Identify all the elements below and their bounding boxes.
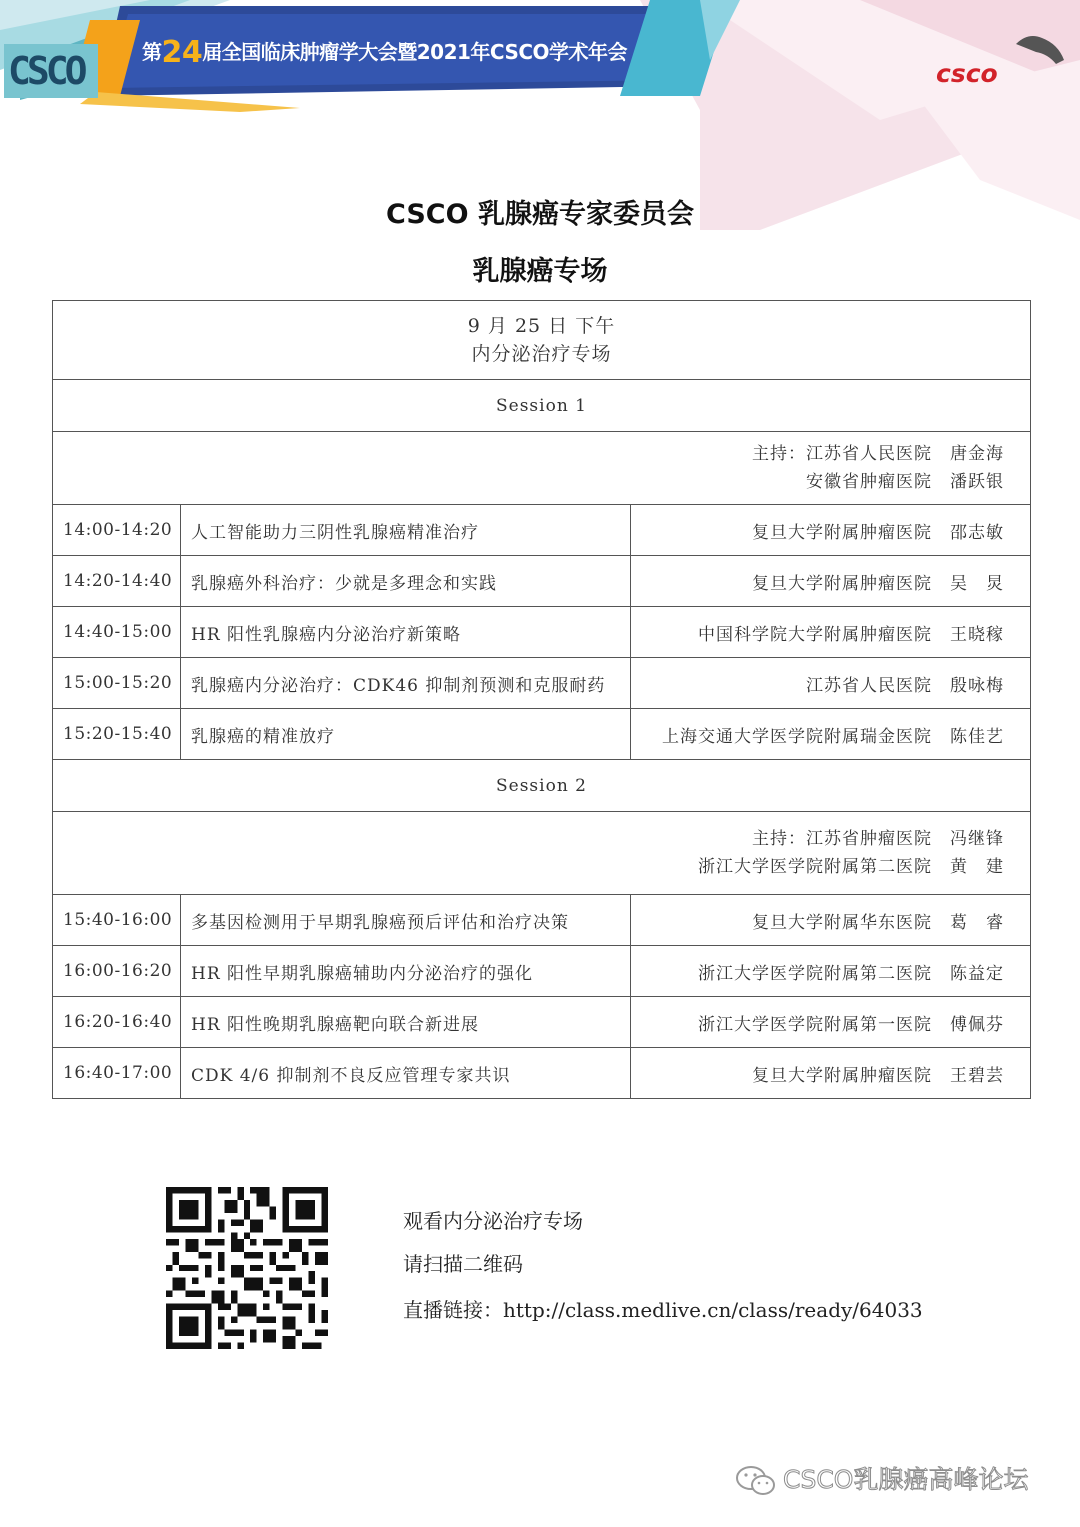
speaker-hospital: 浙江大学医学院附属第一医院 bbox=[698, 1014, 933, 1035]
talk-row bbox=[53, 946, 1031, 997]
talk-speaker bbox=[631, 607, 1031, 658]
csco-logo-left: CSCO bbox=[8, 49, 84, 93]
speaker-hospital: 江苏省人民医院 bbox=[806, 675, 933, 696]
chair-name: 冯继锋 bbox=[950, 829, 1005, 849]
link-label: 直播链接： bbox=[403, 1298, 503, 1322]
chair-prefix: 主持： bbox=[752, 829, 807, 849]
chair-hospital: 浙江大学医学院附属第二医院 bbox=[698, 857, 933, 877]
chair-hospital: 江苏省肿瘤医院 bbox=[806, 829, 933, 849]
livestream-link[interactable]: http://class.medlive.cn/class/ready/64033 bbox=[503, 1298, 923, 1322]
session-chairs bbox=[53, 432, 1031, 505]
chair-row bbox=[53, 812, 1031, 895]
speaker-name: 殷咏梅 bbox=[950, 675, 1005, 696]
speaker-name: 陈益定 bbox=[950, 963, 1005, 984]
talk-time: 16:00-16:20 bbox=[53, 946, 181, 997]
talk-topic: HR 阳性晚期乳腺癌靶向联合新进展 bbox=[181, 997, 631, 1048]
conference-banner bbox=[0, 0, 1080, 230]
talk-topic: CDK 4/6 抑制剂不良反应管理专家共识 bbox=[181, 1048, 631, 1099]
talk-row bbox=[53, 997, 1031, 1048]
page-subtitle: 乳腺癌专场 bbox=[472, 256, 608, 287]
speaker-hospital: 复旦大学附属肿瘤医院 bbox=[752, 522, 933, 543]
talk-topic: 乳腺癌的精准放疗 bbox=[181, 709, 631, 760]
agenda-track: 内分泌治疗专场 bbox=[471, 343, 612, 365]
banner-title-pre: 第 bbox=[142, 40, 162, 64]
banner-title-post: 届全国临床肿瘤学大会暨2021年CSCO学术年会 bbox=[202, 40, 628, 64]
watermark-text: CSCO乳腺癌高峰论坛 bbox=[783, 1465, 1029, 1494]
session-row bbox=[53, 380, 1031, 432]
talk-row bbox=[53, 556, 1031, 607]
talk-row bbox=[53, 607, 1031, 658]
page-title: CSCO 乳腺癌专家委员会 bbox=[386, 199, 694, 230]
chair-hospital: 安徽省肿瘤医院 bbox=[806, 472, 933, 492]
speaker-name: 葛 睿 bbox=[950, 912, 1005, 933]
agenda-table bbox=[52, 300, 1031, 1099]
banner-title-number: 24 bbox=[161, 35, 203, 70]
talk-time: 15:00-15:20 bbox=[53, 658, 181, 709]
talk-row bbox=[53, 1048, 1031, 1099]
csco-logo-right: csco bbox=[936, 59, 998, 88]
agenda-header-row bbox=[53, 301, 1031, 380]
talk-topic: HR 阳性早期乳腺癌辅助内分泌治疗的强化 bbox=[181, 946, 631, 997]
chair-line bbox=[63, 825, 1004, 853]
speaker-name: 王晓稼 bbox=[950, 624, 1005, 645]
chair-prefix: 主持： bbox=[752, 444, 807, 464]
chair-hospital: 江苏省人民医院 bbox=[806, 444, 933, 464]
talk-speaker bbox=[631, 997, 1031, 1048]
wechat-icon bbox=[735, 1465, 777, 1497]
chair-name: 黄 建 bbox=[950, 857, 1005, 877]
talk-time: 14:40-15:00 bbox=[53, 607, 181, 658]
banner-title bbox=[142, 32, 682, 72]
speaker-hospital: 复旦大学附属华东医院 bbox=[752, 912, 933, 933]
session-title: Session 2 bbox=[53, 760, 1031, 812]
speaker-name: 傅佩芬 bbox=[950, 1014, 1005, 1035]
qr-code[interactable] bbox=[166, 1187, 328, 1349]
talk-row bbox=[53, 505, 1031, 556]
agenda-header bbox=[53, 301, 1031, 380]
speaker-name: 吴 炅 bbox=[950, 573, 1005, 594]
agenda-date: 9 月 25 日 下午 bbox=[467, 315, 616, 337]
talk-speaker bbox=[631, 658, 1031, 709]
session-title: Session 1 bbox=[53, 380, 1031, 432]
chair-name: 唐金海 bbox=[950, 444, 1005, 464]
session-row bbox=[53, 760, 1031, 812]
talk-topic: HR 阳性乳腺癌内分泌治疗新策略 bbox=[181, 607, 631, 658]
chair-line bbox=[63, 853, 1004, 881]
talk-time: 15:20-15:40 bbox=[53, 709, 181, 760]
talk-topic: 乳腺癌外科治疗：少就是多理念和实践 bbox=[181, 556, 631, 607]
scan-text: 请扫描二维码 bbox=[403, 1252, 523, 1276]
speaker-hospital: 中国科学院大学附属肿瘤医院 bbox=[698, 624, 933, 645]
chair-row bbox=[53, 432, 1031, 505]
livestream-link-line bbox=[403, 1294, 923, 1323]
talk-topic: 多基因检测用于早期乳腺癌预后评估和治疗决策 bbox=[181, 895, 631, 946]
chair-line bbox=[63, 468, 1004, 496]
talk-time: 14:00-14:20 bbox=[53, 505, 181, 556]
talk-speaker bbox=[631, 946, 1031, 997]
talk-speaker bbox=[631, 556, 1031, 607]
talk-row bbox=[53, 709, 1031, 760]
speaker-name: 陈佳艺 bbox=[950, 726, 1005, 747]
speaker-name: 王碧芸 bbox=[950, 1065, 1005, 1086]
speaker-hospital: 复旦大学附属肿瘤医院 bbox=[752, 1065, 933, 1086]
talk-speaker bbox=[631, 1048, 1031, 1099]
watch-text: 观看内分泌治疗专场 bbox=[403, 1209, 583, 1233]
talk-row bbox=[53, 658, 1031, 709]
speaker-hospital: 上海交通大学医学院附属瑞金医院 bbox=[662, 726, 933, 747]
wechat-watermark bbox=[735, 1460, 1065, 1500]
talk-speaker bbox=[631, 895, 1031, 946]
talk-time: 15:40-16:00 bbox=[53, 895, 181, 946]
chair-line bbox=[63, 440, 1004, 468]
session-chairs bbox=[53, 812, 1031, 895]
speaker-name: 邵志敏 bbox=[950, 522, 1005, 543]
talk-time: 14:20-14:40 bbox=[53, 556, 181, 607]
speaker-hospital: 浙江大学医学院附属第二医院 bbox=[698, 963, 933, 984]
talk-time: 16:40-17:00 bbox=[53, 1048, 181, 1099]
talk-speaker bbox=[631, 505, 1031, 556]
talk-topic: 乳腺癌内分泌治疗：CDK46 抑制剂预测和克服耐药 bbox=[181, 658, 631, 709]
chair-name: 潘跃银 bbox=[950, 472, 1005, 492]
speaker-hospital: 复旦大学附属肿瘤医院 bbox=[752, 573, 933, 594]
talk-topic: 人工智能助力三阴性乳腺癌精准治疗 bbox=[181, 505, 631, 556]
talk-speaker bbox=[631, 709, 1031, 760]
talk-row bbox=[53, 895, 1031, 946]
talk-time: 16:20-16:40 bbox=[53, 997, 181, 1048]
